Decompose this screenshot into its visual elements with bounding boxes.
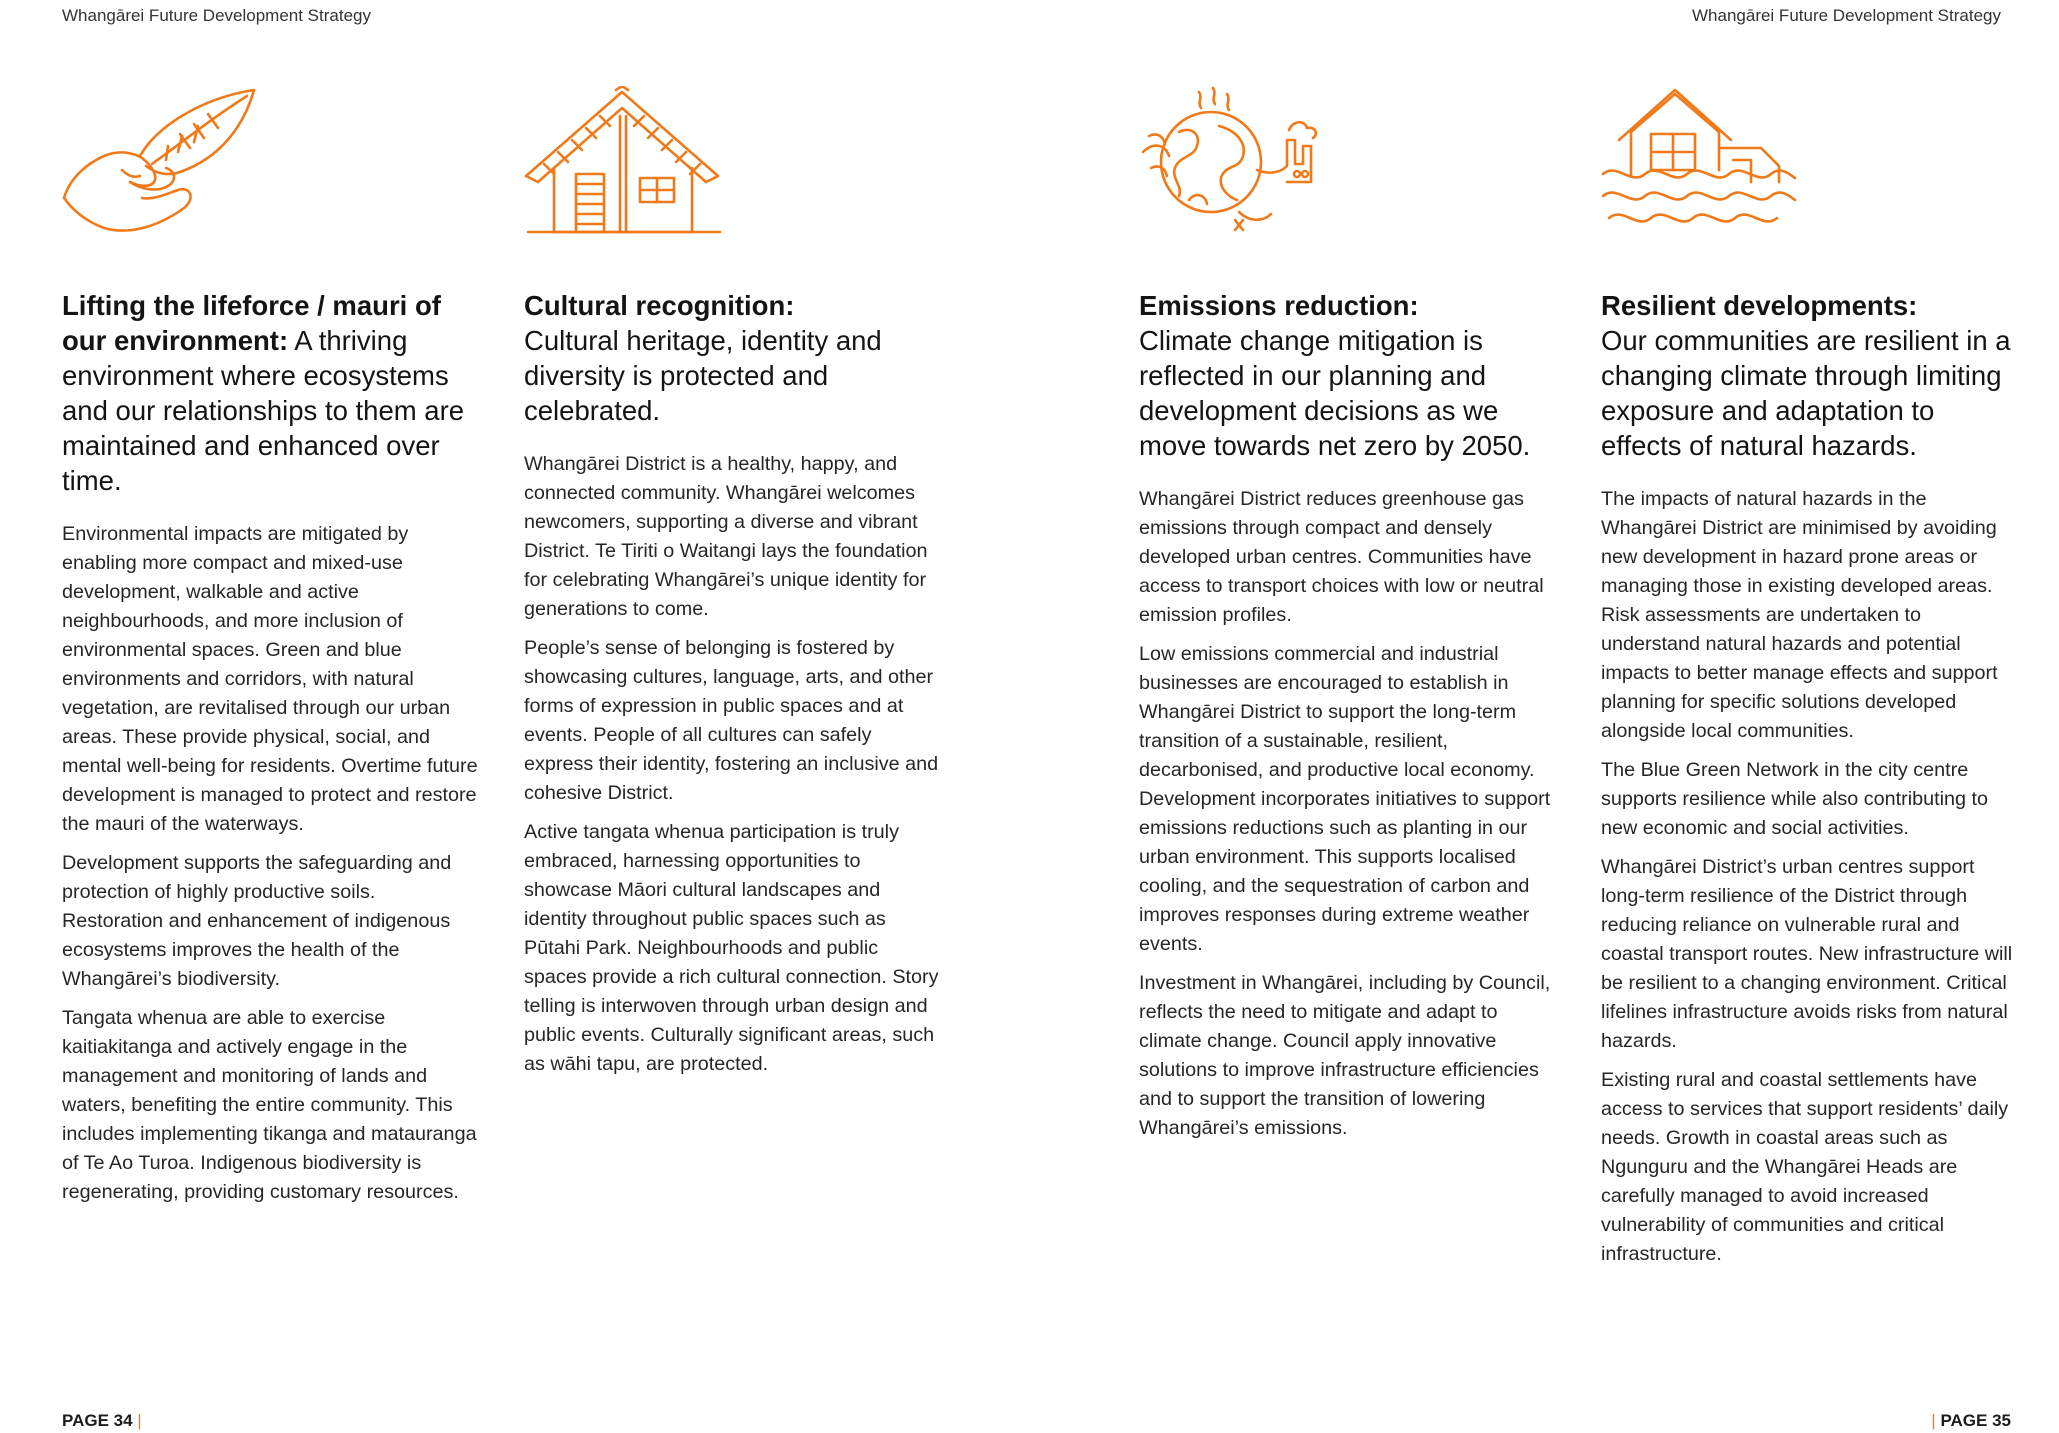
hand-holding-leaf-icon (62, 86, 262, 236)
resilience-column (1601, 86, 2021, 1279)
resilience-paragraph-1: The impacts of natural hazards in the Whangārei District are minimised by avoiding new development in hazard prone areas or managing those in existing developed areas. Risk assessments are undertaken to understand natural hazards and potential impacts to better manage effects and support planning for specific solutions developed alongside local communities. (1601, 488, 1998, 742)
environment-paragraph-1: Environmental impacts are mitigated by enabling more compact and mixed-use development, walkable and active neighbourhoods, and more inclusion of environmental spaces. Green and blue environments and corridors, with natural vegetation, are revitalised through our urban areas. These provide physical, social, and mental well-being for residents. Overtime future development is managed to protect and restore the mauri of the waterways. (62, 523, 478, 835)
page-number-left (62, 1411, 142, 1431)
cultural-heading-text: Cultural heritage, identity and diversity is protected and celebrated. (524, 325, 882, 426)
page-number-right-label: PAGE 35 (1940, 1411, 2011, 1430)
environment-paragraph-2: Development supports the safeguarding and protection of highly productive soils. Restoration and enhancement of indigenous ecosystems improves the health of the Whangārei’s biodiversity. (62, 852, 452, 990)
emissions-heading-text: Climate change mitigation is reflected in our planning and development decisions as we move towards net zero by 2050. (1139, 325, 1531, 461)
resilience-paragraph-2: The Blue Green Network in the city centre supports resilience while also contributing to new economic and social activities. (1601, 759, 1989, 839)
environment-heading (62, 288, 482, 498)
emissions-heading-bold: Emissions reduction: (1139, 290, 1419, 321)
resilience-paragraph-3: Whangārei District’s urban centres support long-term resilience of the District through reducing reliance on vulnerable rural and coastal transport routes. New infrastructure will be resilient to a changing environment. Critical lifelines infrastructure avoids risks from natural hazards. (1601, 856, 2013, 1052)
environment-heading-text: A thriving environment where ecosystems and our relationships to them are maintained and enhanced over time. (62, 325, 465, 496)
house-in-flood-waves-icon (1601, 86, 1801, 236)
resilience-paragraph-4: Existing rural and coastal settlements have access to services that support residents’ daily needs. Growth in coastal areas such as Ngunguru and the Whangārei Heads are carefully managed to avoid increased vulnerability of communities and critical infrastructure. (1601, 1069, 2009, 1265)
cultural-paragraph-1: Whangārei District is a healthy, happy, and connected community. Whangārei welcomes newcomers, supporting a diverse and vibrant District. Te Tiriti o Waitangi lays the foundation for celebrating Whangārei’s unique identity for generations to come. (524, 453, 928, 620)
cultural-heading-bold: Cultural recognition: (524, 290, 795, 321)
page-number-left-label: PAGE 34 (62, 1411, 133, 1430)
page-number-right-separator: | (1931, 1411, 1936, 1430)
emissions-column (1139, 86, 1559, 1153)
page-number-left-separator: | (137, 1411, 142, 1430)
emissions-heading (1139, 288, 1559, 463)
resilience-heading-text: Our communities are resilient in a changing climate through limiting exposure and adaptation to effects of natural hazards. (1601, 325, 2011, 461)
resilience-heading-bold: Resilient developments: (1601, 290, 1918, 321)
emissions-paragraph-3: Investment in Whangārei, including by Council, reflects the need to mitigate and adapt to climate change. Council apply innovative solutions to improve infrastructure efficiencies and to support the transition of lowering Whangārei’s emissions. (1139, 972, 1551, 1139)
environment-heading-bold: Lifting the lifeforce / mauri of our environment: (62, 290, 441, 356)
page-number-right (1931, 1411, 2011, 1431)
emissions-paragraph-1: Whangārei District reduces greenhouse gas emissions through compact and densely developed urban centres. Communities have access to transport choices with low or neutral emission profiles. (1139, 488, 1544, 626)
wharenui-meeting-house-icon (524, 86, 724, 236)
resilience-heading (1601, 288, 2021, 463)
cultural-column (524, 86, 944, 1089)
environment-paragraph-3: Tangata whenua are able to exercise kaitiakitanga and actively engage in the management and monitoring of lands and waters, benefiting the entire community. This includes implementing tikanga and matauranga of Te Ao Turoa. Indigenous biodiversity is regenerating, providing customary resources. (62, 1007, 477, 1203)
running-header-left: Whangārei Future Development Strategy (62, 6, 371, 25)
cultural-paragraph-2: People’s sense of belonging is fostered by showcasing cultures, language, arts, and other forms of expression in public spaces and at events. People of all cultures can safely express their identity, fostering an inclusive and cohesive District. (524, 637, 939, 804)
environment-column (62, 86, 482, 1217)
running-header-right: Whangārei Future Development Strategy (1692, 6, 2001, 25)
emissions-paragraph-2: Low emissions commercial and industrial businesses are encouraged to establish in Whangārei District to support the long-term transition of a sustainable, resilient, decarbonised, and productive local economy. Development incorporates initiatives to support emissions reductions such as planting in our urban environment. This supports localised cooling, and the sequestration of carbon and improves responses during extreme weather events. (1139, 643, 1551, 955)
cultural-heading (524, 288, 944, 428)
cultural-paragraph-3: Active tangata whenua participation is truly embraced, harnessing opportunities to showcase Māori cultural landscapes and identity throughout public spaces such as Pūtahi Park. Neighbourhoods and public spaces provide a rich cultural connection. Story telling is interwoven through urban design and public events. Culturally significant areas, such as wāhi tapu, are protected. (524, 821, 939, 1075)
globe-factory-emissions-icon (1139, 86, 1339, 236)
